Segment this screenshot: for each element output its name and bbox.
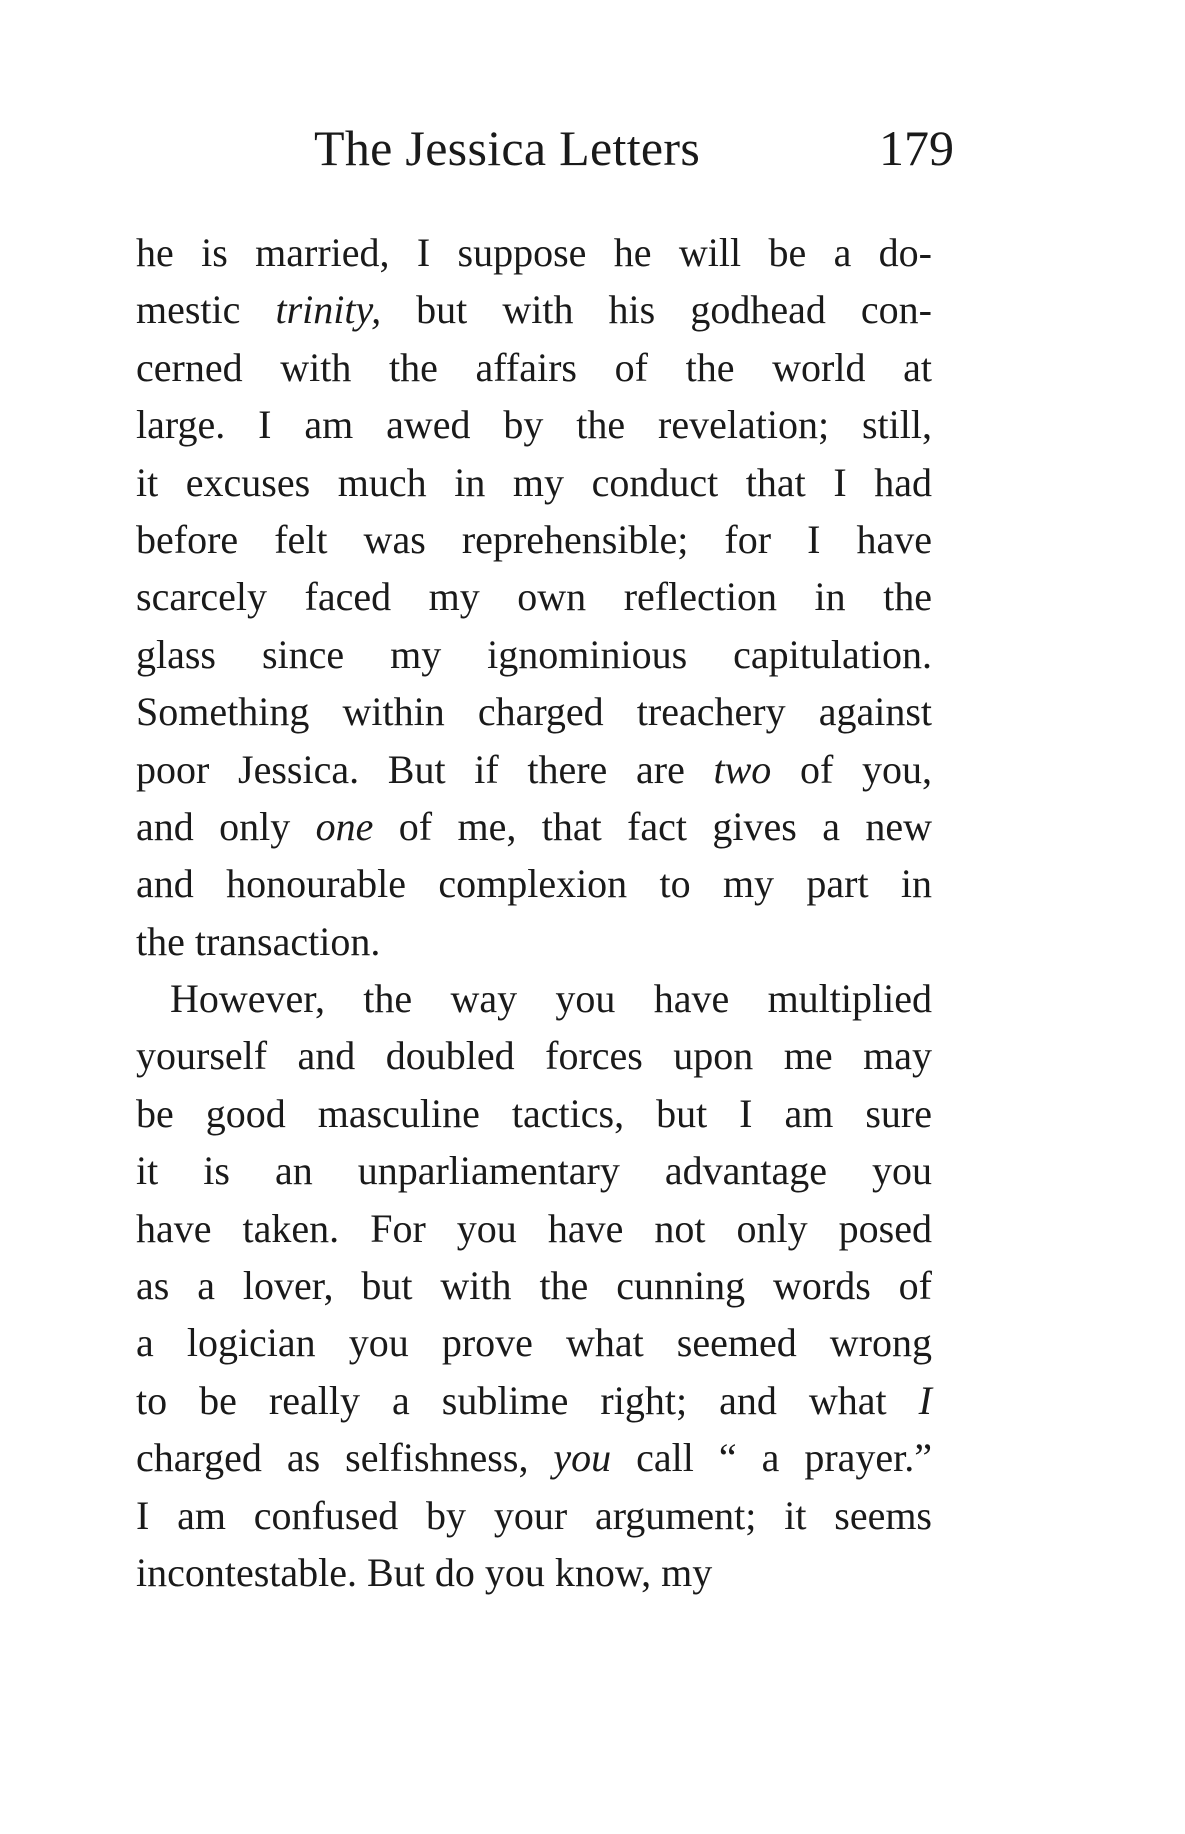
text-line: cerned with the affairs of the world at bbox=[136, 344, 932, 390]
italic-word: you bbox=[553, 1435, 612, 1481]
text-line: before felt was reprehensible; for I have bbox=[136, 516, 932, 562]
text-line: I am confused by your argument; it seems bbox=[136, 1492, 932, 1538]
text-line: and only one of me, that fact gives a new bbox=[136, 803, 933, 849]
italic-word: one bbox=[315, 803, 374, 849]
text-line: yourself and doubled forces upon me may bbox=[136, 1033, 932, 1079]
text-line: scarcely faced my own reflection in the bbox=[136, 574, 932, 620]
text-line: glass since my ignominious capitulation. bbox=[136, 631, 932, 677]
text-line: and honourable complexion to my part in bbox=[136, 861, 932, 907]
text-line: he is married, I suppose he will be a do- bbox=[136, 230, 932, 275]
running-head bbox=[314, 118, 954, 188]
text-line: a logician you prove what seemed wrong bbox=[136, 1320, 932, 1366]
text-line: it excuses much in my conduct that I had bbox=[136, 459, 932, 505]
text-line: However, the way you have multiplied bbox=[170, 976, 932, 1022]
italic-word: two bbox=[713, 746, 772, 792]
text-line: poor Jessica. But if there are two of you, bbox=[136, 746, 933, 792]
text-line: charged as selfishness, you call “ a prayer.” bbox=[136, 1435, 933, 1481]
text-line: to be really a sublime right; and what I bbox=[136, 1377, 932, 1423]
text-line: large. I am awed by the revelation; still, bbox=[136, 402, 932, 448]
text-line: Something within charged treachery against bbox=[136, 689, 932, 735]
text-line: incontestable. But do you know, my bbox=[136, 1549, 713, 1595]
body-text bbox=[136, 224, 932, 1601]
running-title: The Jessica Letters bbox=[314, 120, 701, 176]
paragraph bbox=[136, 970, 932, 1601]
text-line: mestic trinity, but with his godhead con- bbox=[136, 287, 932, 333]
text-line: as a lover, but with the cunning words of bbox=[136, 1263, 932, 1309]
paragraph bbox=[136, 224, 932, 970]
text-line: have taken. For you have not only posed bbox=[136, 1205, 932, 1251]
page-number: 179 bbox=[879, 120, 954, 176]
text-line: it is an unparliamentary advantage you bbox=[136, 1148, 932, 1194]
text-line: the transaction. bbox=[136, 918, 381, 964]
text-line: be good masculine tactics, but I am sure bbox=[136, 1090, 932, 1136]
italic-word: I bbox=[918, 1377, 932, 1423]
italic-word: trinity, bbox=[275, 287, 382, 333]
